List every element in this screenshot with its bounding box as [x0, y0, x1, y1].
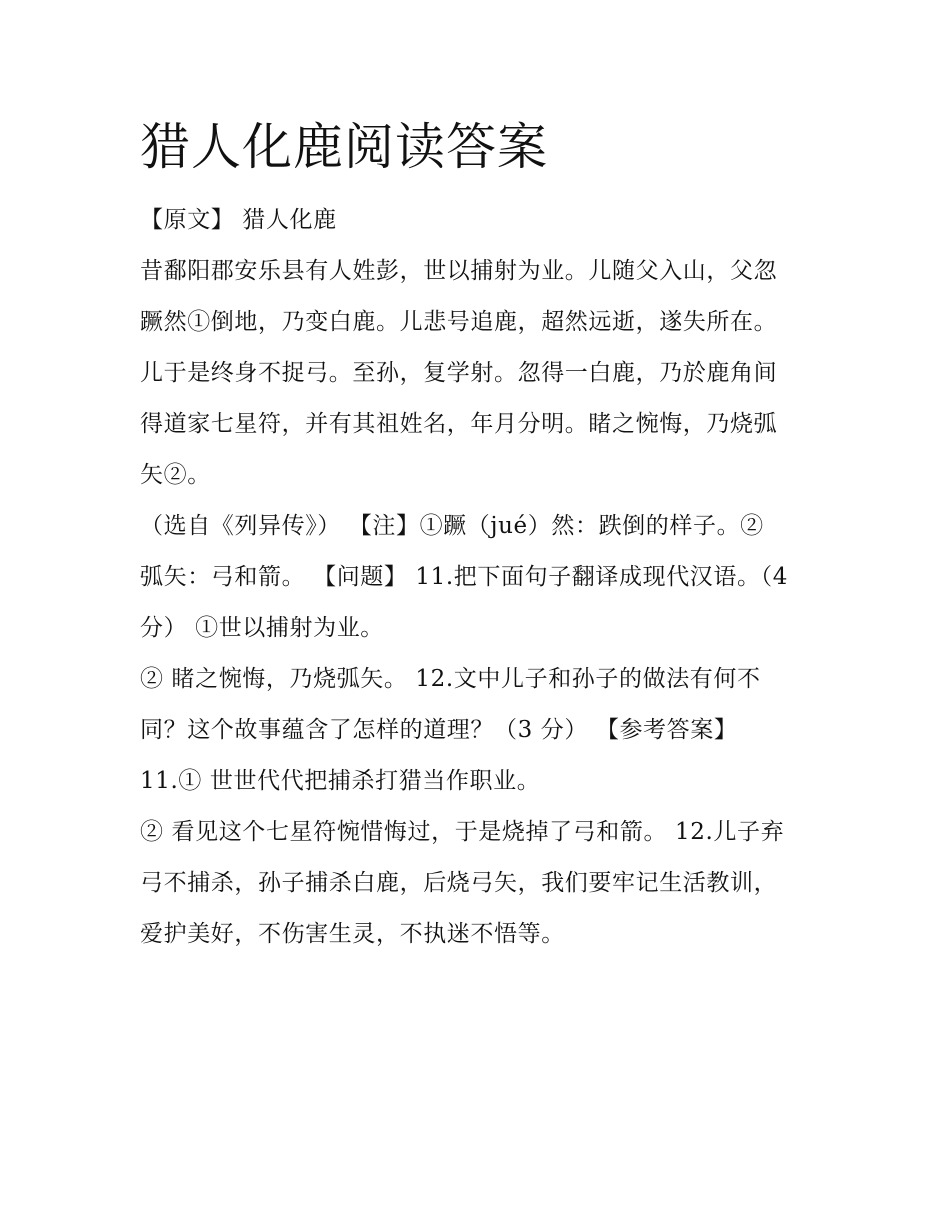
- text-line: 儿于是终身不捉弓。至孙，复学射。忽得一白鹿，乃於鹿角间: [140, 360, 778, 386]
- text-line: 同？这个故事蕴含了怎样的道理？（3 分） 【参考答案】: [140, 717, 738, 743]
- text-line: 得道家七星符，并有其祖姓名，年月分明。睹之惋悔，乃烧弧: [140, 411, 778, 437]
- text-line: 【原文】 猎人化鹿: [140, 207, 337, 233]
- text-line: 弧矢：弓和箭。 【问题】 11.把下面句子翻译成现代汉语。（4: [140, 564, 788, 590]
- text-line: 弓不捕杀，孙子捕杀白鹿，后烧弓矢，我们要牢记生活教训，: [140, 870, 778, 896]
- text-line: 矢②。: [140, 462, 211, 488]
- text-line: 蹶然①倒地，乃变白鹿。儿悲号追鹿，超然远逝，遂失所在。: [140, 309, 778, 335]
- text-line: ② 看见这个七星符惋惜悔过，于是烧掉了弓和箭。 12.儿子弃: [140, 819, 785, 845]
- text-line: 11.① 世世代代把捕杀打猎当作职业。: [140, 768, 541, 794]
- text-line: 爱护美好，不伤害生灵，不执迷不悟等。: [140, 921, 565, 947]
- text-line: ② 睹之惋悔，乃烧弧矢。 12.文中儿子和孙子的做法有何不: [140, 666, 761, 692]
- page-title: 猎人化鹿阅读答案: [140, 118, 548, 176]
- text-line: 分） ①世以捕射为业。: [140, 615, 384, 641]
- text-line: 昔鄱阳郡安乐县有人姓彭，世以捕射为业。儿随父入山，父忽: [140, 258, 778, 284]
- text-line: （选自《列异传》） 【注】①蹶（jué）然：跌倒的样子。②: [140, 513, 764, 539]
